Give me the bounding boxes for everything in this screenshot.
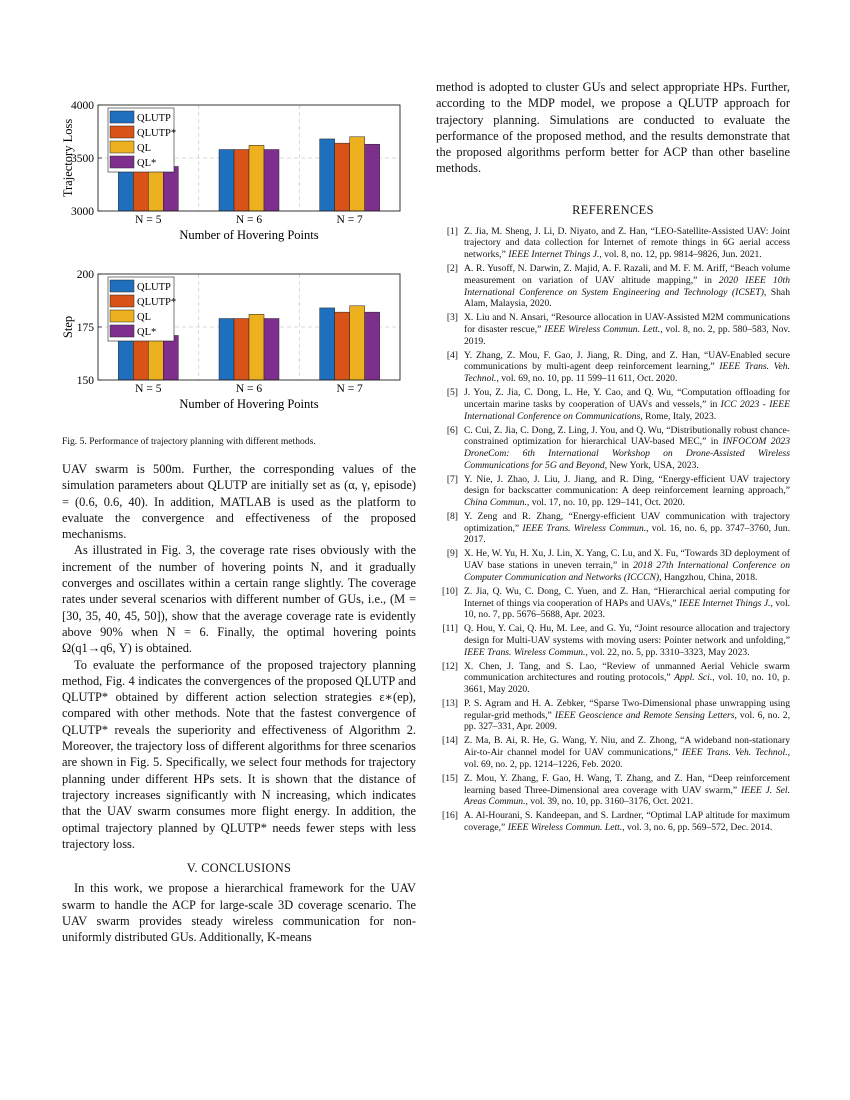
reference-text: Z. Ma, B. Ai, R. He, G. Wang, Y. Niu, and Z. Zhong, “A wideband non-stationary Air-to-Air channel model for UAV communications,” IEEE Trans. Veh. Technol., vol. 69, no. 2, pp. 1214–1226, Feb. 2020. [464,735,790,770]
legend-label: QLUTP [137,113,171,124]
reference-text: X. He, W. Yu, H. Xu, J. Lin, X. Yang, C. Lu, and X. Fu, “Towards 3D deployment of UAV base stations in uneven terrain,” in 2018 27th International Conference on Computer Communication and Networks (ICCCN), Hangzhou, China, 2018. [464,548,790,583]
bar [133,169,148,211]
reference-number: [15] [442,772,458,784]
legend-label: QLUTP* [137,128,177,139]
paragraph-evaluation: To evaluate the performance of the proposed trajectory planning method, Fig. 4 indicates the convergences of the proposed QLUTP and QLUTP* obtained by different action selection strategies ε∗(ep), compared with other methods. Note that the fastest convergence of QLUTP* reveals the superiority and effectiveness of Algorithm 2. Moreover, the trajectory loss of different algorithms for three scenarios are shown in Fig. 5. Specifically, we select four methods for trajectory planning under different HPs sets. It is shown that the distance of trajectory increases significantly with N increasing, which indicates that the UAV swarm consumes more flight energy. In addition, the optimal trajectory planned by QLUTP* needs fewer steps with less trajectory loss. [62,657,416,851]
reference-number: [3] [446,312,458,324]
bar [118,166,133,211]
bar [163,166,178,211]
legend-label: QL* [137,158,157,169]
reference-item [436,661,790,696]
bar [249,314,264,380]
reference-text: Y. Zhang, Z. Mou, F. Gao, J. Jiang, R. Ding, and Z. Han, “UAV-Enabled secure communications by multi-agent deep reinforcement learning,” IEEE Trans. Veh. Technol., vol. 69, no. 10, pp. 11 599–11 611, Oct. 2020. [464,349,791,385]
paragraph-coverage: As illustrated in Fig. 3, the coverage rate rises obviously with the increment of the number of hovering points N, and it gradually converges and oscillates within a certain range slightly. The coverage rates under several scenarios with different number of GUs, i.e., (M = [30, 35, 40, 45, 50]), show that the average coverage rate is evidently above 90% when N = 6. Finally, the optimal hovering points Ω(q1→q6, Υ) is obtained. [62,543,416,656]
bar [365,144,380,211]
y-axis-label: Trajectory Loss [62,118,75,198]
legend-swatch [110,141,134,153]
reference-item [436,226,790,261]
bar [234,319,249,380]
reference-item [436,586,790,621]
reference-number: [10] [442,585,458,597]
bar [264,150,279,211]
paragraph-params: UAV swarm is 500m. Further, the corresponding values of the simulation parameters about QLUTP are initially set as (α, γ, episode) = (0.6, 0.6, 40). In addition, MATLAB is used as the platform to evaluate the convergence and effectiveness of the proposed mechanisms. [62,462,416,542]
reference-number: [16] [442,810,458,822]
bar [234,150,249,211]
bar [350,137,365,211]
bar [320,308,335,380]
reference-item [436,511,790,546]
reference-number: [9] [446,548,458,560]
legend-swatch [110,310,134,322]
reference-item [436,810,790,833]
reference-text: Y. Nie, J. Zhao, J. Liu, J. Jiang, and R. Ding, “Energy-efficient UAV trajectory design for backscatter communication: A deep reinforcement learning approach,” China Commun., vol. 17, no. 10, pp. 129–141, Oct. 2020. [464,473,790,509]
reference-item [436,350,790,385]
legend-swatch [110,280,134,292]
reference-text: A. R. Yusoff, N. Darwin, Z. Majid, A. F. Razali, and M. F. M. Ariff, “Beach volume measurement on variation of UAV altitude mapping,” in 2020 IEEE 10th International Conference on System Engineering and Technology (ICSET), Shah Alam, Malaysia, 2020. [464,263,790,310]
right-column [436,79,790,836]
legend-label: QLUTP [137,282,171,293]
y-tick-label: 150 [76,375,94,387]
reference-text: J. You, Z. Jia, C. Dong, L. He, Y. Cao, and Q. Wu, “Computation offloading for uncertain marine tasks by cooperation of UAVs and vessels,” in ICC 2023 - IEEE International Conference on Communications, Rome, Italy, 2023. [464,387,790,422]
bar [249,145,264,211]
reference-number: [13] [442,698,458,710]
reference-item [436,425,790,472]
step-svg [62,264,416,424]
legend-label: QL* [137,327,157,338]
x-tick-label: N = 5 [135,214,162,226]
reference-number: [14] [442,735,458,747]
y-tick-label: 175 [76,322,94,334]
reference-text: X. Liu and N. Ansari, “Resource allocation in UAV-Assisted M2M communications for disaster rescue,” IEEE Wireless Commun. Lett., vol. 8, no. 2, pp. 580–583, Nov. 2019. [464,312,790,347]
bar [163,335,178,380]
bar [365,312,380,380]
legend-swatch [110,325,134,337]
reference-item [436,698,790,733]
reference-number: [6] [446,424,458,436]
reference-text: Z. Jia, Q. Wu, C. Dong, C. Yuen, and Z. Han, “Hierarchical aerial computing for Internet of things via cooperation of HAPs and UAVs,” IEEE Internet Things J., vol. 10, no. 7, pp. 5676–5688, Apr. 2023. [464,585,791,621]
bar [335,312,350,380]
reference-item [436,312,790,347]
reference-number: [2] [446,263,458,275]
reference-text: P. S. Agram and H. A. Zebker, “Sparse Two-Dimensional phase unwrapping using regular-grid methods,” IEEE Geoscience and Remote Sensing Letters, vol. 6, no. 2, pp. 327–331, Apr. 2009. [464,698,790,733]
bar [350,306,365,380]
reference-text: A. Al-Hourani, S. Kandeepan, and S. Lardner, “Optimal LAP altitude for maximum coverage,” IEEE Wireless Commun. Lett., vol. 3, no. 6, pp. 569–572, Dec. 2014. [464,810,790,833]
x-tick-label: N = 6 [235,383,263,395]
x-axis-label: Number of Hovering Points [179,228,319,242]
reference-number: [7] [446,473,458,485]
legend-swatch [110,111,134,123]
bar [133,338,148,380]
section-title: V. CONCLUSIONS [186,861,292,876]
x-tick-label: N = 7 [336,214,363,226]
legend-label: QL [137,143,151,154]
y-axis-label: Step [62,315,75,339]
bar [219,319,234,380]
reference-text: Y. Zeng and R. Zhang, “Energy-efficient UAV communication with trajectory optimization,” IEEE Trans. Wireless Commun., vol. 16, no. 6, pp. 3747–3760, Jun. 2017. [464,511,790,546]
reference-item [436,263,790,310]
reference-item [436,548,790,583]
legend-swatch [110,156,134,168]
reference-text: X. Chen, J. Tang, and S. Lao, “Review of unmanned Aerial Vehicle swarm communication architectures and routing protocols,” Appl. Sci., vol. 10, no. 10, p. 3661, May 2020. [464,660,790,696]
reference-item [436,623,790,658]
y-tick-label: 3000 [71,206,94,218]
reference-text: Q. Hou, Y. Cai, Q. Hu, M. Lee, and G. Yu, “Joint resource allocation and trajectory design for Multi-UAV systems with moving users: Pointer network and unfolding,” IEEE Trans. Wireless Commun., vol. 22, no. 5, pp. 3310–3323, May 2023. [464,623,790,658]
reference-number: [11] [442,623,458,635]
reference-number: [1] [446,225,458,237]
reference-item [436,474,790,509]
references-title: REFERENCES [572,202,654,217]
step-chart [62,264,416,429]
legend-swatch [110,126,134,138]
reference-number: [4] [446,349,458,361]
paragraph-conclusion: In this work, we propose a hierarchical framework for the UAV swarm to handle the ACP for large-scale 3D coverage scenario. The UAV swarm provides steady wireless communication for non-uniformly distributed GUs. Additionally, K-means [62,881,416,945]
bar [219,150,234,211]
reference-number: [8] [446,511,458,523]
reference-text: Z. Jia, M. Sheng, J. Li, D. Niyato, and Z. Han, “LEO-Satellite-Assisted UAV: Joint trajectory and data collection for Internet of remote things in 6G aerial access networks,” IEEE Internet Things J., vol. 8, no. 12, pp. 9814–9826, Jun. 2021. [464,225,790,261]
bar [320,139,335,211]
reference-number: [5] [446,387,458,399]
bar [118,335,133,380]
reference-item [436,773,790,808]
figure-caption: Fig. 5. Performance of trajectory planning with different methods. [62,436,316,447]
x-tick-label: N = 5 [135,383,162,395]
bar [264,319,279,380]
trajectory-loss-svg [62,95,416,255]
legend-label: QL [137,312,151,323]
bar [148,335,163,380]
y-tick-label: 3500 [71,153,94,165]
trajectory-loss-chart [62,95,416,260]
references-list [436,226,790,834]
x-tick-label: N = 6 [235,214,263,226]
reference-text: Z. Mou, Y. Zhang, F. Gao, H. Wang, T. Zhang, and Z. Han, “Deep reinforcement learning based Three-Dimensional area coverage with UAV swarm,” IEEE J. Sel. Areas Commun., vol. 39, no. 10, pp. 3160–3176, Oct. 2021. [464,772,790,808]
legend-swatch [110,295,134,307]
reference-item [436,735,790,770]
x-axis-label: Number of Hovering Points [179,397,319,411]
paragraph-conclusion-continued: method is adopted to cluster GUs and select appropriate HPs. Further, according to the MDP model, we propose a QLUTP approach for trajectory planning. Simulations are conducted to evaluate the performance of the proposed method, and the results demonstrate that the proposed algorithms perform better for ACP than other baseline methods. [436,80,790,176]
reference-number: [12] [442,660,458,672]
y-tick-label: 200 [76,269,94,281]
y-tick-label: 4000 [71,100,94,112]
left-column [62,95,416,945]
bar [335,143,350,211]
reference-text: C. Cui, Z. Jia, C. Dong, Z. Ling, J. You, and Q. Wu, “Distributionally robust chance-constrained optimization for hierarchical UAV-based MEC,” in INFOCOM 2023 DroneCom: 6th International Workshop on Drone-Assisted Wireless Communications for 5G and Beyond, New York, USA, 2023. [464,424,790,471]
reference-item [436,387,790,422]
x-tick-label: N = 7 [336,383,363,395]
legend-label: QLUTP* [137,297,177,308]
left-body-text [62,461,416,946]
